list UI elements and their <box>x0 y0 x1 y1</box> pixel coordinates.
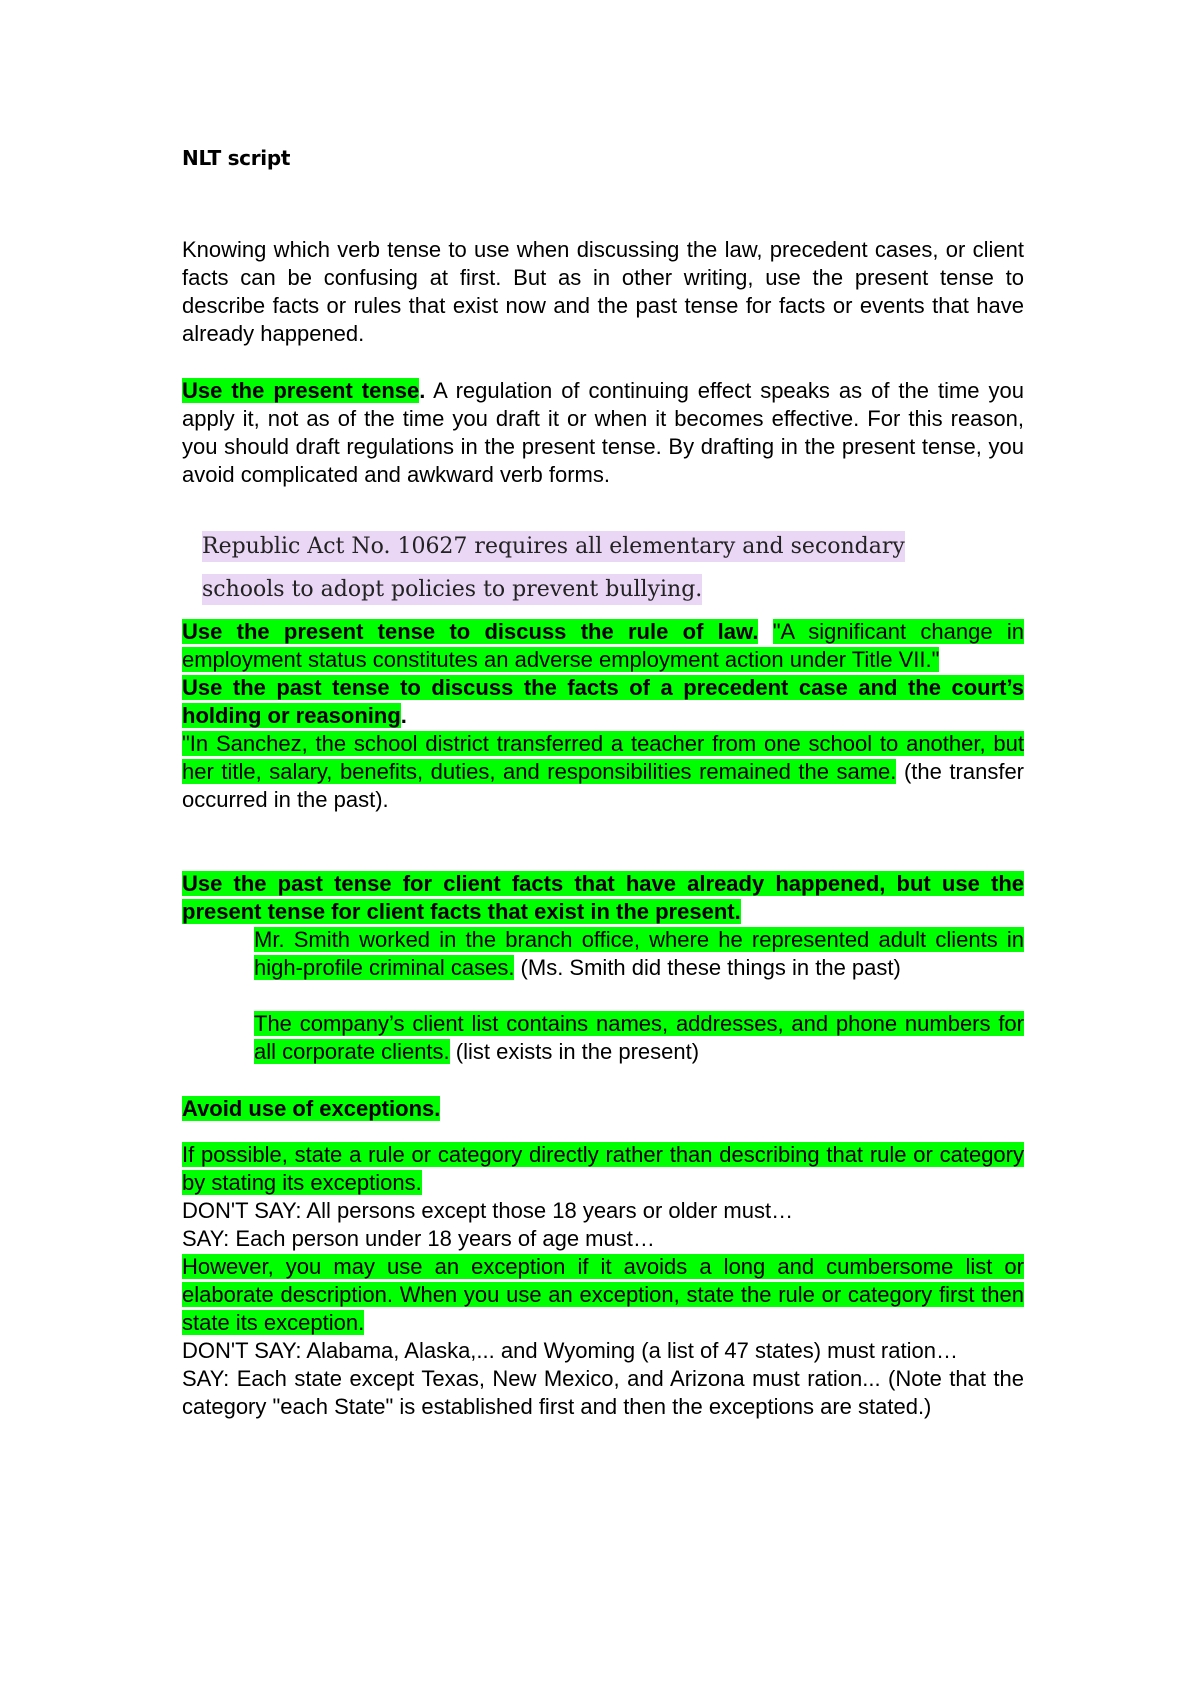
quoted-example <box>202 525 982 611</box>
rule-of-law-heading: Use the present tense to discuss the rule of law. <box>182 619 759 644</box>
client-facts-example-2 <box>254 1010 1024 1066</box>
client-facts-section <box>182 870 1024 926</box>
precedent-note: (the transfer occurred in the past). <box>182 759 1025 812</box>
exceptions-heading: Avoid use of exceptions. <box>182 1096 441 1121</box>
client-facts-example-2-note: (list exists in the present) <box>449 1039 700 1064</box>
client-facts-example-1 <box>254 926 1024 982</box>
client-facts-example-1-note: (Ms. Smith did these things in the past) <box>514 955 901 980</box>
exceptions-heading-line <box>182 1095 1024 1123</box>
client-facts-example-2-text: The company’s client list contains names, addresses, and phone numbers for all corporate clients. <box>254 1011 1024 1064</box>
intro-paragraph: Knowing which verb tense to use when discussing the law, precedent cases, or client facts can be confusing at first. But as in other writing, use the present tense to describe facts or rules that exist now and the past tense for facts or events that have already happened. <box>182 237 1024 346</box>
present-tense-heading: Use the present tense <box>182 378 420 403</box>
exceptions-say-1: SAY: Each person under 18 years of age must… <box>182 1226 655 1251</box>
rule-of-law-example: "A significant change in employment status constitutes an adverse employment action under Title VII." <box>182 619 1024 672</box>
quoted-example-text: Republic Act No. 10627 requires all elementary and secondary schools to adopt policies to prevent bullying. <box>202 531 905 605</box>
exceptions-paragraph-1: If possible, state a rule or category directly rather than describing that rule or category by stating its exceptions. <box>182 1142 1024 1195</box>
rule-of-law-gap <box>758 619 772 644</box>
present-tense-section <box>182 377 1024 489</box>
precedent-heading-period: . <box>400 703 407 728</box>
precedent-example: "In Sanchez, the school district transferred a teacher from one school to another, but her title, salary, benefits, duties, and responsibilities remained the same. <box>182 731 1024 784</box>
exceptions-paragraph-2: However, you may use an exception if it avoids a long and cumbersome list or elaborate description. When you use an exception, state the rule or category first then state its exception. <box>182 1254 1024 1335</box>
exceptions-dont-say-1: DON'T SAY: All persons except those 18 years or older must… <box>182 1198 794 1223</box>
client-facts-heading: Use the past tense for client facts that have already happened, but use the present tense for client facts that exist in the present. <box>182 871 1024 924</box>
rule-of-law-section <box>182 618 1024 814</box>
exceptions-say-2: SAY: Each state except Texas, New Mexico, and Arizona must ration... (Note that the category "each State" is established first and then the exceptions are stated.) <box>182 1366 1024 1419</box>
present-tense-body: A regulation of continuing effect speaks as of the time you apply it, not as of the time you draft it or when it becomes effective. For this reason, you should draft regulations in the present tense. By drafting in the present tense, you avoid complicated and awkward verb forms. <box>182 378 1024 487</box>
precedent-heading: Use the past tense to discuss the facts of a precedent case and the court’s holding or reasoning <box>182 675 1024 728</box>
exceptions-dont-say-2: DON'T SAY: Alabama, Alaska,... and Wyoming (a list of 47 states) must ration… <box>182 1338 958 1363</box>
present-tense-heading-period: . <box>419 378 426 403</box>
client-facts-example-1-text: Mr. Smith worked in the branch office, where he represented adult clients in high-profile criminal cases. <box>254 927 1024 980</box>
exceptions-section <box>182 1141 1024 1421</box>
document-title: NLT script <box>182 146 291 170</box>
